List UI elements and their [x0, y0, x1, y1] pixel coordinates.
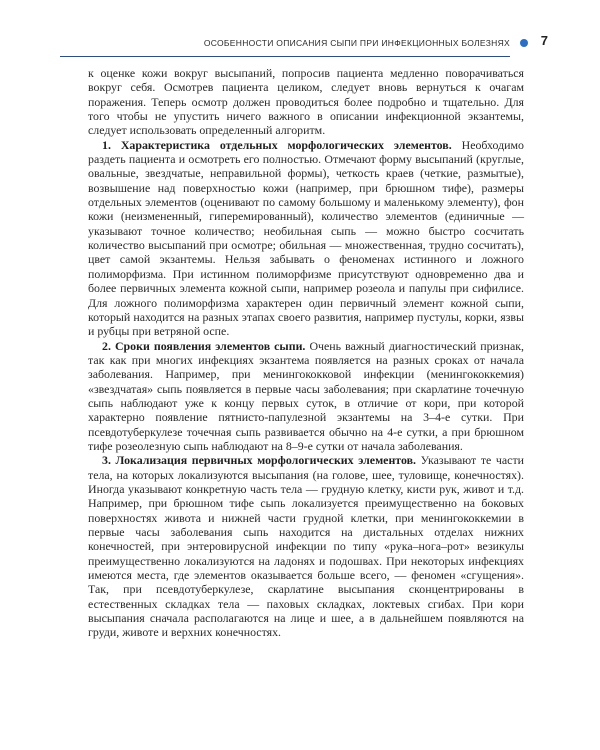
- paragraph-text: к оценке кожи вокруг высыпаний, попросив пациента медленно поворачиваться вокруг себя. Осмотрев пациента целиком, следует вновь вернуться к очагам поражения. Теперь осмотр должен проводиться более подробно и тщательно. Для того чтобы не упустить ничего важного в описании инфекционной экзантемы, следует использовать определенный алгоритм.: [88, 66, 524, 138]
- paragraph: [88, 339, 524, 454]
- paragraph: [88, 138, 524, 339]
- paragraph: [88, 453, 524, 639]
- paragraph-heading: 1. Характеристика отдельных морфологических элементов.: [102, 137, 452, 152]
- page-header: [0, 0, 600, 48]
- paragraph-text: Указывают те части тела, на которых локализуются высыпания (на голове, шее, туловище, конечностях). Иногда указывают конкретную часть тела — грудную клетку, кисти рук, живот и т.д. Например, при брюшном тифе сыпь локализуется преимущественно на боковых поверхностях живота и нижней части грудной клетки, при менингококкемии в первые часы заболевания сыпь находится на дистальных отделах нижних конечностей, при энтеровирусной инфекции по типу «рука–нога–рот» везикулы преимущественно локализуются на ладонях и подошвах. При некоторых инфекциях имеются места, где элементов оказывается больше всего, — феномен «сгущения». Так, при псевдотуберкулезе, скарлатине высыпания сконцентрированы в естественных складках тела — паховых складках, локтевых сгибах. При кори высыпания сначала располагаются на лице и шее, а в дальнейшем появляются на груди, животе и верхних конечностях.: [88, 453, 525, 640]
- paragraph-text: Необходимо раздеть пациента и осмотреть его полностью. Отмечают форму высыпаний (круглые, овальные, звездчатые, неправильной формы), четкость краев (четкие, размытые), возвышение над поверхностью кожи (например, при брюшном тифе), размеры отдельных элементов (оценивают по самому большому и маленькому элементу), фон кожи (неизмененный, гиперемированный), количество элементов (единичные — указывают точное количество; необильная сыпь — можно быстро сосчитать количество высыпаний при осмотре; обильная — множественная, трудно сосчитать), цвет самой экзантемы. Нельзя забывать о феноменах истинного и ложного полиморфизма. При истинном полиморфизме присутствуют одновременно два и более первичных элемента кожной сыпи, например розеола и папулы при сифилисе. Для ложного полиморфизма характерен один первичный элемент кожной сыпи, который находится на разных этапах своего развития, например пустулы, корки, язвы и рубцы при ветряной оспе.: [88, 137, 524, 339]
- paragraph-text: Очень важный диагностический признак, так как при многих инфекциях экзантема появляется на разных сроках от начала заболевания. Например, при менингококковой инфекции (менингококкемия) «звездчатая» сыпь появляется в первые часы заболевания; при скарлатине точечную сыпь наблюдают уже к концу первых суток, в отличие от кори, при которой характерно появление пятнисто-папулезной экзантемы на 3–4-е сутки. При псевдотуберкулезе точечная сыпь развивается обычно на 4-е сутки, а при брюшном тифе розеолезную сыпь наблюдают на 8–9-е сутки от начала заболевания.: [88, 338, 524, 453]
- body-text: [88, 66, 524, 640]
- paragraph: [88, 66, 524, 138]
- paragraph-heading: 3. Локализация первичных морфологических элементов.: [102, 453, 417, 468]
- paragraph-heading: 2. Сроки появления элементов сыпи.: [102, 338, 306, 353]
- bullet-dot-icon: [520, 39, 528, 47]
- running-head: ОСОБЕННОСТИ ОПИСАНИЯ СЫПИ ПРИ ИНФЕКЦИОННЫХ БОЛЕЗНЯХ: [203, 38, 510, 48]
- page-number: 7: [540, 33, 548, 48]
- header-rule: [60, 56, 510, 57]
